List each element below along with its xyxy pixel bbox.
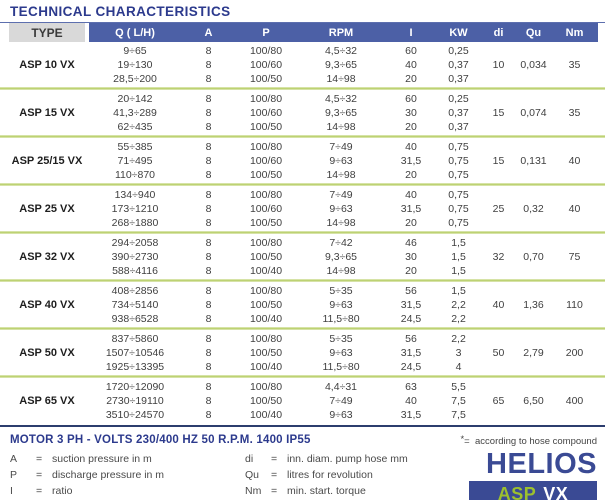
value-line: 100/50 xyxy=(249,216,283,229)
cell-p xyxy=(236,92,296,134)
table-header-row xyxy=(9,23,598,42)
value-line: 134÷940 xyxy=(114,188,156,201)
cell-kw xyxy=(436,44,481,86)
value-line: 734÷5140 xyxy=(111,298,159,311)
value-line: 3 xyxy=(455,346,462,359)
legend-equals: = xyxy=(271,485,278,497)
value-line: 31,5 xyxy=(400,202,422,215)
value-line: 100/50 xyxy=(249,168,283,181)
row-type-label: ASP 25/15 VX xyxy=(11,154,83,167)
cell-qu: 0,131 xyxy=(520,154,547,167)
hose-compound-note xyxy=(460,434,597,447)
value-line: 1,5 xyxy=(451,250,466,263)
cell-a xyxy=(181,140,236,182)
cell-qu: 0,32 xyxy=(523,202,544,215)
cell-di: 50 xyxy=(492,346,505,359)
value-line: 0,37 xyxy=(448,120,469,133)
value-line: 100/50 xyxy=(249,346,283,359)
footer xyxy=(0,427,605,500)
value-line: 0,75 xyxy=(448,188,469,201)
value-line: 0,75 xyxy=(448,216,469,229)
legend-description: suction pressure in m xyxy=(52,453,152,465)
cell-p xyxy=(236,44,296,86)
cell-i xyxy=(386,188,436,230)
value-line: 0,75 xyxy=(448,140,469,153)
value-line: 28,5÷200 xyxy=(113,72,157,85)
cell-a xyxy=(181,236,236,278)
value-line: 7,5 xyxy=(451,394,466,407)
column-header-p: P xyxy=(236,23,296,42)
footer-right xyxy=(460,434,597,500)
value-line: 8 xyxy=(205,106,212,119)
value-line: 14÷98 xyxy=(326,264,356,277)
value-line: 100/80 xyxy=(249,188,283,201)
legend-item xyxy=(10,483,245,499)
value-line: 100/80 xyxy=(249,284,283,297)
cell-p xyxy=(236,140,296,182)
value-line: 41,3÷289 xyxy=(113,106,157,119)
cell-q xyxy=(89,236,181,278)
value-line: 46 xyxy=(405,236,417,249)
cell-rpm xyxy=(296,332,386,374)
value-line: 1,5 xyxy=(451,284,466,297)
cell-p xyxy=(236,236,296,278)
column-header-di: di xyxy=(481,23,516,42)
row-type-label: ASP 25 VX xyxy=(19,202,75,215)
note-text: according to hose compound xyxy=(475,436,597,447)
value-line: 9÷65 xyxy=(123,44,147,57)
cell-nm: 40 xyxy=(568,202,581,215)
cell-rpm xyxy=(296,92,386,134)
value-line: 8 xyxy=(205,168,212,181)
value-line: 8 xyxy=(205,312,212,325)
legend-symbol: Nm xyxy=(245,485,262,497)
value-line: 31,5 xyxy=(400,346,422,359)
legend-item xyxy=(245,451,455,467)
cell-a xyxy=(181,188,236,230)
cell-qu: 0,70 xyxy=(523,250,544,263)
badge-vx-label: VX xyxy=(543,484,569,500)
cell-p xyxy=(236,380,296,422)
value-line: 1507÷10546 xyxy=(105,346,165,359)
legend-description: discharge pressure in m xyxy=(52,469,165,481)
table-row xyxy=(9,138,598,183)
cell-kw xyxy=(436,236,481,278)
column-header-a: A xyxy=(181,23,236,42)
value-line: 8 xyxy=(205,236,212,249)
value-line: 40 xyxy=(405,188,417,201)
value-line: 4,5÷32 xyxy=(324,92,358,105)
value-line: 30 xyxy=(405,250,417,263)
value-line: 31,5 xyxy=(400,408,422,421)
cell-i xyxy=(386,44,436,86)
value-line: 268÷1880 xyxy=(111,216,159,229)
cell-di: 65 xyxy=(492,394,505,407)
cell-i xyxy=(386,284,436,326)
value-line: 8 xyxy=(205,202,212,215)
value-line: 60 xyxy=(405,44,417,57)
cell-p xyxy=(236,332,296,374)
value-line: 100/40 xyxy=(249,312,283,325)
value-line: 8 xyxy=(205,380,212,393)
value-line: 40 xyxy=(405,140,417,153)
value-line: 100/80 xyxy=(249,236,283,249)
value-line: 0,25 xyxy=(448,44,469,57)
cell-kw xyxy=(436,332,481,374)
table-row xyxy=(9,234,598,279)
value-line: 8 xyxy=(205,284,212,297)
legend-equals: = xyxy=(271,453,278,465)
value-line: 1,5 xyxy=(451,236,466,249)
cell-kw xyxy=(436,140,481,182)
cell-qu: 6,50 xyxy=(523,394,544,407)
value-line: 0,75 xyxy=(448,168,469,181)
value-line: 19÷130 xyxy=(117,58,153,71)
value-line: 8 xyxy=(205,346,212,359)
footer-left xyxy=(10,434,455,500)
cell-di: 15 xyxy=(492,106,505,119)
brand-logo: HELIOS xyxy=(486,448,597,480)
value-line: 4,5÷32 xyxy=(324,44,358,57)
value-line: 100/40 xyxy=(249,264,283,277)
value-line: 100/40 xyxy=(249,408,283,421)
value-line: 20 xyxy=(405,216,417,229)
column-header-nm: Nm xyxy=(551,23,598,42)
legend-equals: = xyxy=(36,453,43,465)
value-line: 62÷435 xyxy=(117,120,153,133)
value-line: 71÷495 xyxy=(117,154,153,167)
cell-rpm xyxy=(296,284,386,326)
legend-item xyxy=(245,467,455,483)
cell-a xyxy=(181,92,236,134)
value-line: 4 xyxy=(455,360,462,373)
value-line: 14÷98 xyxy=(326,72,356,85)
cell-p xyxy=(236,188,296,230)
value-line: 100/50 xyxy=(249,72,283,85)
cell-nm: 400 xyxy=(565,394,584,407)
table-row xyxy=(9,90,598,135)
cell-di: 15 xyxy=(492,154,505,167)
value-line: 5÷35 xyxy=(329,284,353,297)
badge-asp-label: ASP xyxy=(497,484,537,500)
cell-i xyxy=(386,236,436,278)
value-line: 2,2 xyxy=(451,312,466,325)
value-line: 3510÷24570 xyxy=(105,408,165,421)
value-line: 8 xyxy=(205,154,212,167)
cell-nm: 200 xyxy=(565,346,584,359)
value-line: 9,3÷65 xyxy=(324,250,358,263)
column-header-qlh: Q ( L/H) xyxy=(89,23,181,42)
row-type-label: ASP 32 VX xyxy=(19,250,75,263)
value-line: 9÷63 xyxy=(329,154,353,167)
value-line: 11,5÷80 xyxy=(322,360,360,373)
value-line: 0,25 xyxy=(448,92,469,105)
value-line: 20 xyxy=(405,264,417,277)
value-line: 2,2 xyxy=(451,298,466,311)
cell-nm: 35 xyxy=(568,106,581,119)
value-line: 8 xyxy=(205,44,212,57)
legend-symbol: I xyxy=(10,485,13,497)
row-type-label: ASP 50 VX xyxy=(19,346,75,359)
cell-i xyxy=(386,380,436,422)
value-line: 8 xyxy=(205,188,212,201)
value-line: 0,37 xyxy=(448,72,469,85)
value-line: 1720÷12090 xyxy=(105,380,165,393)
cell-qu: 0,034 xyxy=(520,58,547,71)
value-line: 20 xyxy=(405,120,417,133)
legend-description: min. start. torque xyxy=(287,485,366,497)
value-line: 40 xyxy=(405,394,417,407)
value-line: 0,37 xyxy=(448,58,469,71)
value-line: 9,3÷65 xyxy=(324,58,358,71)
value-line: 390÷2730 xyxy=(111,250,159,263)
cell-nm: 40 xyxy=(568,154,581,167)
column-header-qu: Qu xyxy=(516,23,551,42)
value-line: 8 xyxy=(205,216,212,229)
value-line: 30 xyxy=(405,106,417,119)
value-line: 8 xyxy=(205,58,212,71)
legend-item xyxy=(245,483,455,499)
legend-column-right xyxy=(245,451,455,499)
value-line: 100/60 xyxy=(249,202,283,215)
value-line: 1925÷13395 xyxy=(105,360,165,373)
table-body xyxy=(0,42,605,427)
value-line: 56 xyxy=(405,332,417,345)
value-line: 8 xyxy=(205,298,212,311)
legend-symbol: di xyxy=(245,453,254,465)
value-line: 2,2 xyxy=(451,332,466,345)
cell-q xyxy=(89,188,181,230)
value-line: 100/40 xyxy=(249,360,283,373)
cell-rpm xyxy=(296,188,386,230)
value-line: 9÷63 xyxy=(329,298,353,311)
value-line: 100/60 xyxy=(249,154,283,167)
cell-kw xyxy=(436,380,481,422)
value-line: 294÷2058 xyxy=(111,236,159,249)
table-row xyxy=(9,330,598,375)
value-line: 56 xyxy=(405,284,417,297)
value-line: 100/80 xyxy=(249,92,283,105)
value-line: 14÷98 xyxy=(326,216,356,229)
value-line: 110÷870 xyxy=(114,168,156,181)
value-line: 55÷385 xyxy=(117,140,153,153)
cell-q xyxy=(89,92,181,134)
table-row xyxy=(9,282,598,327)
note-asterisk: * xyxy=(460,434,465,445)
value-line: 7÷49 xyxy=(329,188,353,201)
cell-q xyxy=(89,44,181,86)
column-header-i: I xyxy=(386,23,436,42)
value-line: 100/80 xyxy=(249,380,283,393)
table-row xyxy=(9,378,598,423)
cell-a xyxy=(181,284,236,326)
value-line: 938÷6528 xyxy=(111,312,159,325)
legend-description: litres for revolution xyxy=(287,469,373,481)
legend-item xyxy=(10,467,245,483)
cell-kw xyxy=(436,284,481,326)
column-header-type: TYPE xyxy=(9,23,85,42)
value-line: 20÷142 xyxy=(117,92,153,105)
legend-equals: = xyxy=(271,469,278,481)
value-line: 31,5 xyxy=(400,154,422,167)
value-line: 8 xyxy=(205,120,212,133)
cell-p xyxy=(236,284,296,326)
legend-equals: = xyxy=(36,469,43,481)
cell-kw xyxy=(436,92,481,134)
cell-a xyxy=(181,44,236,86)
column-header-kw: KW xyxy=(436,23,481,42)
value-line: 20 xyxy=(405,72,417,85)
cell-nm: 75 xyxy=(568,250,581,263)
cell-qu: 2,79 xyxy=(523,346,544,359)
row-type-label: ASP 15 VX xyxy=(19,106,75,119)
page-title: TECHNICAL CHARACTERISTICS xyxy=(10,4,231,19)
cell-q xyxy=(89,380,181,422)
cell-di: 40 xyxy=(492,298,505,311)
value-line: 14÷98 xyxy=(326,168,356,181)
value-line: 100/80 xyxy=(249,44,283,57)
value-line: 588÷4116 xyxy=(112,264,158,277)
value-line: 8 xyxy=(205,408,212,421)
note-equals: = xyxy=(464,436,470,447)
characteristics-table xyxy=(0,23,605,427)
value-line: 5,5 xyxy=(451,380,466,393)
legend-description: inn. diam. pump hose mm xyxy=(287,453,408,465)
value-line: 8 xyxy=(205,394,212,407)
value-line: 8 xyxy=(205,360,212,373)
value-line: 7,5 xyxy=(451,408,466,421)
motor-spec-line: MOTOR 3 PH - VOLTS 230/400 HZ 50 R.P.M. 1400 IP55 xyxy=(10,434,311,446)
cell-i xyxy=(386,332,436,374)
value-line: 7÷42 xyxy=(329,236,353,249)
value-line: 100/50 xyxy=(249,394,283,407)
value-line: 100/50 xyxy=(249,120,283,133)
cell-di: 32 xyxy=(492,250,505,263)
legend-column-left xyxy=(10,451,245,499)
legend-item xyxy=(10,451,245,467)
value-line: 9÷63 xyxy=(329,346,353,359)
value-line: 8 xyxy=(205,72,212,85)
value-line: 837÷5860 xyxy=(111,332,159,345)
row-type-label: ASP 40 VX xyxy=(19,298,75,311)
cell-di: 10 xyxy=(492,58,505,71)
value-line: 8 xyxy=(205,92,212,105)
legend-block xyxy=(10,451,455,499)
column-header-rpm: RPM xyxy=(296,23,386,42)
value-line: 7÷49 xyxy=(329,394,353,407)
value-line: 20 xyxy=(405,168,417,181)
value-line: 1,5 xyxy=(451,264,466,277)
row-type-label: ASP 10 VX xyxy=(19,58,75,71)
value-line: 100/80 xyxy=(249,140,283,153)
table-row xyxy=(9,186,598,231)
cell-q xyxy=(89,332,181,374)
cell-rpm xyxy=(296,380,386,422)
cell-q xyxy=(89,284,181,326)
value-line: 100/60 xyxy=(249,58,283,71)
cell-rpm xyxy=(296,236,386,278)
legend-symbol: Qu xyxy=(245,469,260,481)
cell-rpm xyxy=(296,44,386,86)
product-series-badge xyxy=(469,481,597,500)
value-line: 100/50 xyxy=(249,250,283,263)
value-line: 40 xyxy=(405,58,417,71)
value-line: 100/80 xyxy=(249,332,283,345)
value-line: 24,5 xyxy=(400,312,422,325)
value-line: 14÷98 xyxy=(326,120,356,133)
cell-di: 25 xyxy=(492,202,505,215)
cell-rpm xyxy=(296,140,386,182)
legend-description: ratio xyxy=(52,485,73,497)
cell-q xyxy=(89,140,181,182)
cell-a xyxy=(181,332,236,374)
legend-symbol: P xyxy=(10,469,18,481)
value-line: 7÷49 xyxy=(329,140,353,153)
cell-nm: 110 xyxy=(566,298,583,311)
value-line: 408÷2856 xyxy=(111,284,159,297)
value-line: 60 xyxy=(405,92,417,105)
value-line: 0,75 xyxy=(448,154,469,167)
value-line: 9÷63 xyxy=(329,408,353,421)
legend-equals: = xyxy=(36,485,43,497)
value-line: 24,5 xyxy=(400,360,422,373)
value-line: 100/50 xyxy=(249,298,283,311)
value-line: 8 xyxy=(205,250,212,263)
value-line: 4,4÷31 xyxy=(324,380,358,393)
cell-qu: 1,36 xyxy=(523,298,544,311)
value-line: 8 xyxy=(205,332,212,345)
value-line: 11,5÷80 xyxy=(322,312,360,325)
legend-symbol: A xyxy=(10,453,18,465)
cell-i xyxy=(386,92,436,134)
cell-qu: 0,074 xyxy=(520,106,547,119)
value-line: 9,3÷65 xyxy=(324,106,358,119)
cell-a xyxy=(181,380,236,422)
value-line: 173÷1210 xyxy=(111,202,159,215)
cell-i xyxy=(386,140,436,182)
value-line: 0,37 xyxy=(448,106,469,119)
value-line: 0,75 xyxy=(448,202,469,215)
value-line: 31,5 xyxy=(400,298,422,311)
value-line: 100/60 xyxy=(249,106,283,119)
row-type-label: ASP 65 VX xyxy=(19,394,75,407)
cell-kw xyxy=(436,188,481,230)
value-line: 8 xyxy=(205,264,212,277)
value-line: 8 xyxy=(205,140,212,153)
value-line: 2730÷19110 xyxy=(106,394,164,407)
value-line: 9÷63 xyxy=(329,202,353,215)
table-row xyxy=(9,42,598,87)
value-line: 63 xyxy=(405,380,417,393)
value-line: 5÷35 xyxy=(329,332,353,345)
cell-nm: 35 xyxy=(568,58,581,71)
